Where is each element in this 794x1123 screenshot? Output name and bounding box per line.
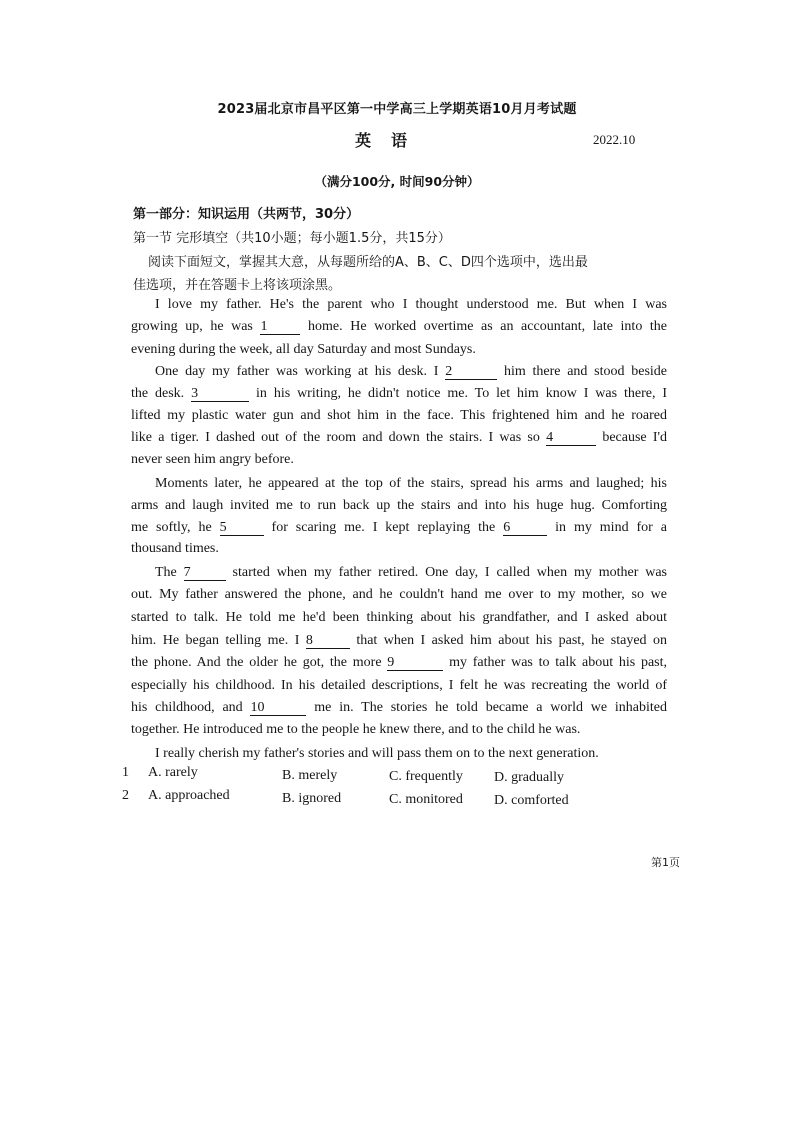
passage-line: especially his childhood. In his detailed descriptions, I felt he was recreating the world of [131, 678, 667, 693]
passage-text: the desk. [131, 386, 185, 401]
part-heading: 第一部分：知识运用（共两节，30分） [133, 207, 360, 222]
passage-text: The [155, 565, 177, 580]
passage-line [155, 364, 667, 380]
blank-3: 3 [191, 386, 249, 402]
passage-line [131, 655, 667, 671]
passage-text: growing up, he was [131, 319, 253, 334]
passage-text: One day my father was working at his desk. I [155, 364, 439, 379]
exam-title: 2023届北京市昌平区第一中学高三上学期英语10月月考试题 [217, 102, 577, 117]
section-heading: 第一节 完形填空（共10小题；每小题1.5分，共15分） [133, 231, 451, 246]
passage-text: in my mind for a [555, 520, 667, 535]
passage-text: that when I asked him about his past, he stayed on [356, 633, 668, 648]
passage-text: his childhood, and [131, 700, 243, 715]
score-time-note: （满分100分, 时间90分钟） [314, 174, 480, 189]
blank-4: 4 [546, 430, 596, 446]
question-number: 1 [122, 765, 129, 780]
passage-text: me softly, he [131, 520, 212, 535]
passage-line: thousand times. [131, 541, 219, 556]
passage-line [131, 430, 667, 446]
passage-line: I really cherish my father's stories and will pass them on to the next generation. [155, 746, 599, 761]
passage-line: arms and laugh invited me to run back up the stairs and into his huge hug. Comforting [131, 498, 667, 513]
option-d[interactable]: D. comforted [494, 793, 569, 808]
blank-10: 10 [250, 700, 306, 716]
passage-line [155, 565, 667, 581]
blank-2: 2 [445, 364, 497, 380]
passage-text: in his writing, he didn't notice me. To let him know I was there, I [256, 386, 668, 401]
passage-line [131, 386, 667, 402]
passage-line: out. My father answered the phone, and he couldn't hand me over to my mother, so we [131, 587, 667, 602]
subject-heading: 英语 [355, 131, 428, 150]
blank-6: 6 [503, 520, 547, 536]
passage-text: him there and stood beside [503, 364, 668, 379]
passage-text: me in. The stories he told became a world we inhabited [314, 700, 668, 715]
instruction-line-1: 阅读下面短文，掌握其大意，从每题所给的A、B、C、D四个选项中，选出最 [148, 255, 588, 270]
passage-line [131, 700, 667, 716]
option-c[interactable]: C. frequently [389, 769, 463, 784]
passage-text: started when my father retired. One day, I called when my mother was [232, 565, 668, 580]
passage-line: evening during the week, all day Saturday and most Sundays. [131, 342, 476, 357]
passage-line: never seen him angry before. [131, 452, 294, 467]
passage-line [131, 319, 667, 335]
passage-line [131, 633, 667, 649]
option-a[interactable]: A. approached [148, 788, 230, 803]
question-number: 2 [122, 788, 129, 803]
passage-line [131, 520, 667, 536]
passage-text: like a tiger. I dashed out of the room and down the stairs. I was so [131, 430, 540, 445]
option-d[interactable]: D. gradually [494, 770, 564, 785]
passage-line: lifted my plastic water gun and shot him in the face. This frightened him and he roared [131, 408, 667, 423]
instruction-line-2: 佳选项，并在答题卡上将该项涂黑。 [133, 278, 342, 293]
option-b[interactable]: B. ignored [282, 791, 342, 806]
option-b[interactable]: B. merely [282, 768, 338, 783]
passage-line: started to talk. He told me he'd been thinking about his grandfather, and I asked about [131, 610, 667, 625]
passage-line: together. He introduced me to the people he knew there, and to the child he was. [131, 722, 581, 737]
option-c[interactable]: C. monitored [389, 792, 463, 807]
blank-1: 1 [260, 319, 300, 335]
blank-8: 8 [306, 633, 350, 649]
exam-date: 2022.10 [593, 132, 636, 147]
passage-text: my father was to talk about his past, [449, 655, 668, 670]
blank-9: 9 [387, 655, 443, 671]
passage-text: him. He began telling me. I [131, 633, 300, 648]
passage-text: for scaring me. I kept replaying the [271, 520, 496, 535]
passage-text: home. He worked overtime as an accountant, late into the [308, 319, 668, 334]
passage-line: Moments later, he appeared at the top of the stairs, spread his arms and laughed; his [155, 476, 667, 491]
blank-7: 7 [184, 565, 226, 581]
passage-text: the phone. And the older he got, the more [131, 655, 382, 670]
option-a[interactable]: A. rarely [148, 765, 198, 780]
passage-line: I love my father. He's the parent who I thought understood me. But when I was [155, 297, 667, 312]
blank-5: 5 [220, 520, 264, 536]
page-number: 第1页 [651, 856, 680, 869]
passage-text: because I'd [602, 430, 668, 445]
